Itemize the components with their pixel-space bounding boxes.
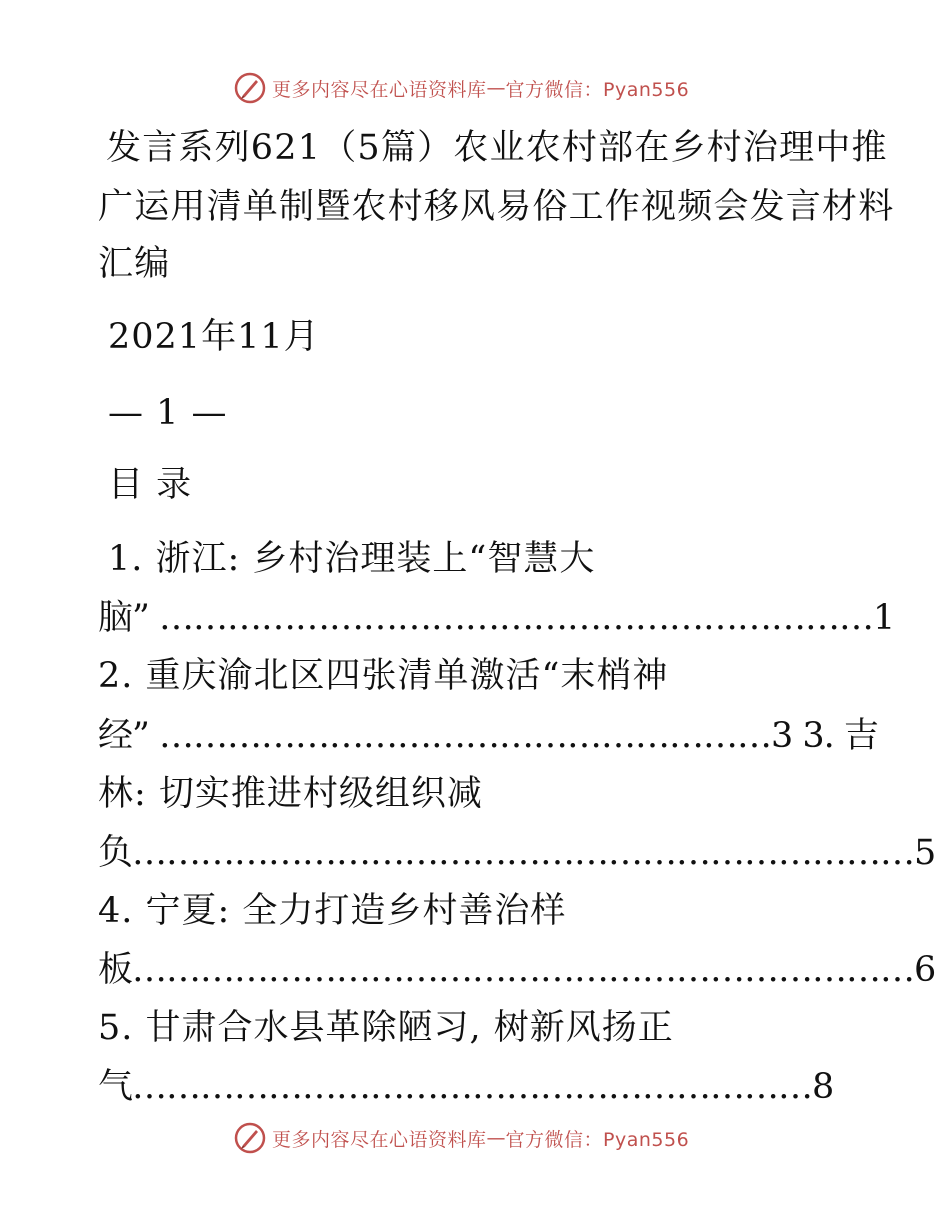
watermark-contact: 官方微信：Pyan556 xyxy=(505,1128,690,1151)
watermark-dash: — xyxy=(486,1127,506,1149)
toc-line: 负……………………………………………………………5 xyxy=(98,833,936,873)
toc-line: 经” ………………………………………………3 3. 吉 xyxy=(98,716,878,756)
toc-line: 4. 宁夏: 全力打造乡村善治样 xyxy=(98,891,567,931)
toc-line: 板……………………………………………………………6 xyxy=(98,950,936,990)
toc-line: 气……………………………………………………8 xyxy=(98,1067,834,1107)
document-title-line-1: 发言系列621（5篇）农业农村部在乡村治理中推 xyxy=(106,128,888,168)
toc-line: 5. 甘肃合水县革除陋习, 树新风扬正 xyxy=(98,1008,674,1048)
watermark-dash: — xyxy=(486,77,506,99)
toc-line: 2. 重庆渝北区四张清单激活“末梢神 xyxy=(98,656,669,696)
footer-watermark xyxy=(234,1122,689,1154)
header-watermark xyxy=(234,72,689,104)
toc-heading: 目 录 xyxy=(108,465,193,505)
toc-line: 林: 切实推进村级组织减 xyxy=(98,774,483,814)
quill-logo-icon xyxy=(234,72,266,104)
watermark-contact: 官方微信：Pyan556 xyxy=(505,78,690,101)
watermark-text: 更多内容尽在心语资料库 xyxy=(272,78,487,101)
toc-line: 脑” ………………………………………………………1 xyxy=(98,598,895,638)
document-date: 2021年11月 xyxy=(108,317,320,357)
quill-logo-icon xyxy=(234,1122,266,1154)
toc-line: 1. 浙江: 乡村治理装上“智慧大 xyxy=(108,539,596,579)
document-title-line-3: 汇编 xyxy=(98,244,171,284)
document-title-line-2: 广运用清单制暨农村移风易俗工作视频会发言材料 xyxy=(98,187,895,227)
watermark-text: 更多内容尽在心语资料库 xyxy=(272,1128,487,1151)
page-marker: — 1 — xyxy=(108,393,228,433)
